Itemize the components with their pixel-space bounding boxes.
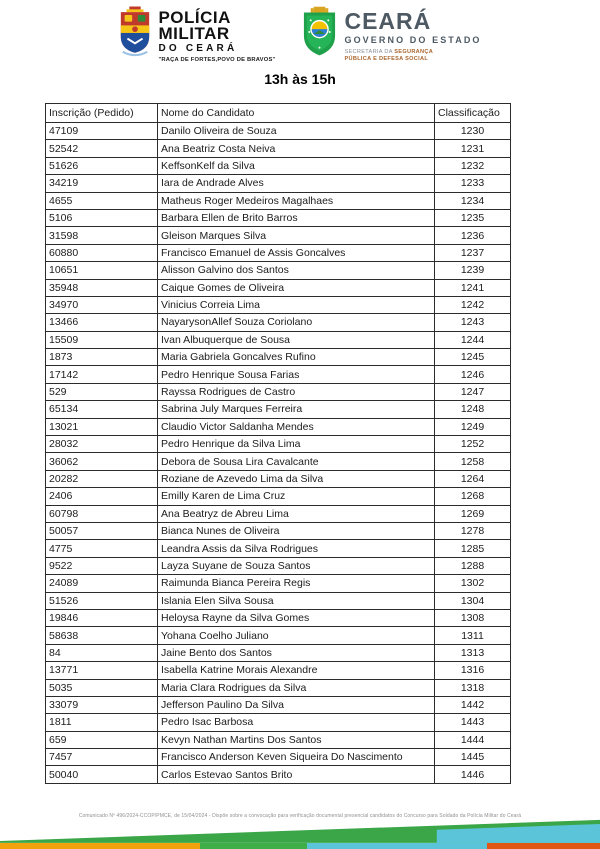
cell-nome: Iara de Andrade Alves xyxy=(158,175,435,192)
table-row xyxy=(46,383,511,400)
ceara-government-logo xyxy=(301,6,481,65)
cell-inscricao: 1873 xyxy=(46,349,158,366)
cell-nome: Caique Gomes de Oliveira xyxy=(158,279,435,296)
footer-decoration xyxy=(0,817,600,849)
cell-inscricao: 60880 xyxy=(46,244,158,261)
cell-classificacao: 1231 xyxy=(435,140,511,157)
cell-inscricao: 84 xyxy=(46,644,158,661)
cell-nome: KeffsonKelf da Silva xyxy=(158,157,435,174)
cell-inscricao: 52542 xyxy=(46,140,158,157)
cell-inscricao: 36062 xyxy=(46,453,158,470)
cell-classificacao: 1264 xyxy=(435,470,511,487)
cell-inscricao: 60798 xyxy=(46,505,158,522)
table-row xyxy=(46,766,511,783)
cell-nome: Ana Beatryz de Abreu Lima xyxy=(158,505,435,522)
strip-segment-teal xyxy=(307,843,487,849)
cell-nome: NayarysonAllef Souza Coriolano xyxy=(158,314,435,331)
cell-classificacao: 1246 xyxy=(435,366,511,383)
secretaria-line1-regular: SECRETARIA DA xyxy=(344,48,395,55)
cell-inscricao: 4655 xyxy=(46,192,158,209)
table-row xyxy=(46,540,511,557)
table-row xyxy=(46,557,511,574)
ceara-subtitle: GOVERNO DO ESTADO xyxy=(344,34,482,45)
cell-nome: Roziane de Azevedo Lima da Silva xyxy=(158,470,435,487)
cell-inscricao: 33079 xyxy=(46,696,158,713)
table-row xyxy=(46,244,511,261)
cell-classificacao: 1243 xyxy=(435,314,511,331)
cell-classificacao: 1311 xyxy=(435,627,511,644)
table-row xyxy=(46,418,511,435)
table-row xyxy=(46,575,511,592)
table-row xyxy=(46,331,511,348)
ceara-title: CEARÁ xyxy=(344,8,432,34)
pm-tagline: "RAÇA DE FORTES,POVO DE BRAVOS" xyxy=(158,57,276,64)
cell-classificacao: 1234 xyxy=(435,192,511,209)
cell-nome: Emilly Karen de Lima Cruz xyxy=(158,488,435,505)
table-row xyxy=(46,227,511,244)
column-header-classificacao: Classificação xyxy=(435,104,511,123)
cell-inscricao: 529 xyxy=(46,383,158,400)
table-row xyxy=(46,279,511,296)
secretaria-line1-bold: SEGURANÇA xyxy=(394,48,434,55)
cell-inscricao: 13021 xyxy=(46,418,158,435)
cell-nome: Layza Suyane de Souza Santos xyxy=(158,557,435,574)
strip-segment-orange xyxy=(0,843,200,849)
cell-classificacao: 1445 xyxy=(435,749,511,766)
cell-nome: Gleison Marques Silva xyxy=(158,227,435,244)
strip-segment-red xyxy=(487,843,600,849)
cell-nome: Pedro Henrique Sousa Farias xyxy=(158,366,435,383)
cell-nome: Isabella Katrine Morais Alexandre xyxy=(158,662,435,679)
cell-nome: Heloysa Rayne da Silva Gomes xyxy=(158,609,435,626)
cell-inscricao: 51526 xyxy=(46,592,158,609)
cell-inscricao: 659 xyxy=(46,731,158,748)
table-row xyxy=(46,609,511,626)
cell-classificacao: 1232 xyxy=(435,157,511,174)
cell-nome: Alisson Galvino dos Santos xyxy=(158,262,435,279)
table-row xyxy=(46,140,511,157)
cell-classificacao: 1239 xyxy=(435,262,511,279)
cell-nome: Pedro Henrique da Silva Lima xyxy=(158,436,435,453)
footer-note: Comunicado Nº 496/2024-CCOP/PMCE, de 15/04/2024 - Dispõe sobre a convocação para verificação documental presencial candidatos do Concurso para Soldado da Polícia Militar do Ceará xyxy=(78,813,522,819)
table-row xyxy=(46,662,511,679)
cell-nome: Bianca Nunes de Oliveira xyxy=(158,522,435,539)
cell-classificacao: 1244 xyxy=(435,331,511,348)
column-header-nome: Nome do Candidato xyxy=(158,104,435,123)
pm-ceara-logo xyxy=(118,6,275,63)
table-row xyxy=(46,123,511,140)
table-row xyxy=(46,522,511,539)
cell-nome: Ivan Albuquerque de Sousa xyxy=(158,331,435,348)
cell-nome: Jefferson Paulino Da Silva xyxy=(158,696,435,713)
table-row xyxy=(46,314,511,331)
pm-title-line3: DO CEARÁ xyxy=(158,43,238,55)
cell-nome: Debora de Sousa Lira Cavalcante xyxy=(158,453,435,470)
cell-nome: Claudio Victor Saldanha Mendes xyxy=(158,418,435,435)
cell-nome: Carlos Estevao Santos Brito xyxy=(158,766,435,783)
pm-crest-icon xyxy=(118,6,152,63)
cell-nome: Maria Clara Rodrigues da Silva xyxy=(158,679,435,696)
table-row xyxy=(46,262,511,279)
cell-classificacao: 1318 xyxy=(435,679,511,696)
color-strip xyxy=(0,843,600,849)
cell-inscricao: 35948 xyxy=(46,279,158,296)
cell-classificacao: 1288 xyxy=(435,557,511,574)
time-slot-heading: 13h às 15h xyxy=(264,71,336,87)
cell-inscricao: 5106 xyxy=(46,209,158,226)
table-row xyxy=(46,296,511,313)
cell-classificacao: 1285 xyxy=(435,540,511,557)
pm-title-line1: POLÍCIA xyxy=(158,8,231,27)
pm-logo-text xyxy=(158,6,275,63)
cell-nome: Francisco Emanuel de Assis Goncalves xyxy=(158,244,435,261)
cell-inscricao: 20282 xyxy=(46,470,158,487)
cell-nome: Francisco Anderson Keven Siqueira Do Nascimento xyxy=(158,749,435,766)
cell-nome: Leandra Assis da Silva Rodrigues xyxy=(158,540,435,557)
table-row xyxy=(46,470,511,487)
cell-nome: Vinicius Correia Lima xyxy=(158,296,435,313)
cell-classificacao: 1242 xyxy=(435,296,511,313)
cell-inscricao: 28032 xyxy=(46,436,158,453)
cell-inscricao: 13466 xyxy=(46,314,158,331)
cell-inscricao: 65134 xyxy=(46,401,158,418)
cell-classificacao: 1442 xyxy=(435,696,511,713)
cell-nome: Barbara Ellen de Brito Barros xyxy=(158,209,435,226)
cell-classificacao: 1268 xyxy=(435,488,511,505)
cell-nome: Maria Gabriela Goncalves Rufino xyxy=(158,349,435,366)
cell-nome: Matheus Roger Medeiros Magalhaes xyxy=(158,192,435,209)
cell-inscricao: 50040 xyxy=(46,766,158,783)
table-row xyxy=(46,366,511,383)
cell-inscricao: 19846 xyxy=(46,609,158,626)
table-row xyxy=(46,453,511,470)
header-logos xyxy=(0,6,600,65)
table-row xyxy=(46,696,511,713)
column-header-inscricao: Inscrição (Pedido) xyxy=(46,104,158,123)
cell-inscricao: 50057 xyxy=(46,522,158,539)
cell-classificacao: 1245 xyxy=(435,349,511,366)
table-row xyxy=(46,644,511,661)
table-row xyxy=(46,192,511,209)
cell-inscricao: 13771 xyxy=(46,662,158,679)
cell-classificacao: 1316 xyxy=(435,662,511,679)
table-row xyxy=(46,731,511,748)
cell-inscricao: 10651 xyxy=(46,262,158,279)
table-row xyxy=(46,175,511,192)
cell-classificacao: 1258 xyxy=(435,453,511,470)
cell-inscricao: 1811 xyxy=(46,714,158,731)
table-row xyxy=(46,505,511,522)
cell-inscricao: 47109 xyxy=(46,123,158,140)
cell-classificacao: 1446 xyxy=(435,766,511,783)
cell-classificacao: 1236 xyxy=(435,227,511,244)
cell-inscricao: 7457 xyxy=(46,749,158,766)
table-row xyxy=(46,627,511,644)
table-row xyxy=(46,749,511,766)
cell-nome: Yohana Coelho Juliano xyxy=(158,627,435,644)
cell-inscricao: 4775 xyxy=(46,540,158,557)
table-row xyxy=(46,157,511,174)
cell-classificacao: 1248 xyxy=(435,401,511,418)
table-row xyxy=(46,401,511,418)
table-row xyxy=(46,209,511,226)
secretaria-line2: PÚBLICA E DEFESA SOCIAL xyxy=(344,56,429,63)
ceara-logo-text xyxy=(344,6,481,63)
cell-classificacao: 1278 xyxy=(435,522,511,539)
cell-classificacao: 1237 xyxy=(435,244,511,261)
cell-classificacao: 1302 xyxy=(435,575,511,592)
cell-inscricao: 34970 xyxy=(46,296,158,313)
cell-nome: Sabrina July Marques Ferreira xyxy=(158,401,435,418)
cell-inscricao: 17142 xyxy=(46,366,158,383)
cell-nome: Jaine Bento dos Santos xyxy=(158,644,435,661)
cell-inscricao: 2406 xyxy=(46,488,158,505)
table-header-row xyxy=(46,104,511,123)
cell-inscricao: 15509 xyxy=(46,331,158,348)
cell-nome: Raimunda Bianca Pereira Regis xyxy=(158,575,435,592)
pm-title-line2: MILITAR xyxy=(158,23,230,43)
cell-classificacao: 1249 xyxy=(435,418,511,435)
cell-inscricao: 5035 xyxy=(46,679,158,696)
strip-segment-green xyxy=(200,843,307,849)
cell-classificacao: 1241 xyxy=(435,279,511,296)
candidates-table xyxy=(45,103,511,784)
cell-classificacao: 1247 xyxy=(435,383,511,400)
cell-inscricao: 9522 xyxy=(46,557,158,574)
cell-classificacao: 1233 xyxy=(435,175,511,192)
cell-classificacao: 1235 xyxy=(435,209,511,226)
table-row xyxy=(46,436,511,453)
cell-classificacao: 1308 xyxy=(435,609,511,626)
cell-nome: Rayssa Rodrigues de Castro xyxy=(158,383,435,400)
cell-classificacao: 1252 xyxy=(435,436,511,453)
table-row xyxy=(46,714,511,731)
cell-nome: Pedro Isac Barbosa xyxy=(158,714,435,731)
ceara-secretaria-text xyxy=(344,49,481,64)
cell-inscricao: 34219 xyxy=(46,175,158,192)
table-row xyxy=(46,679,511,696)
cell-inscricao: 51626 xyxy=(46,157,158,174)
table-row xyxy=(46,488,511,505)
cell-nome: Islania Elen Silva Sousa xyxy=(158,592,435,609)
cell-classificacao: 1269 xyxy=(435,505,511,522)
cell-classificacao: 1230 xyxy=(435,123,511,140)
cell-classificacao: 1304 xyxy=(435,592,511,609)
cell-nome: Ana Beatriz Costa Neiva xyxy=(158,140,435,157)
cell-nome: Kevyn Nathan Martins Dos Santos xyxy=(158,731,435,748)
cell-nome: Danilo Oliveira de Souza xyxy=(158,123,435,140)
table-body xyxy=(46,123,511,784)
cell-inscricao: 31598 xyxy=(46,227,158,244)
table-row xyxy=(46,349,511,366)
table-row xyxy=(46,592,511,609)
cell-classificacao: 1443 xyxy=(435,714,511,731)
cell-classificacao: 1313 xyxy=(435,644,511,661)
cell-inscricao: 24089 xyxy=(46,575,158,592)
ceara-shield-icon xyxy=(301,6,338,65)
cell-inscricao: 58638 xyxy=(46,627,158,644)
cell-classificacao: 1444 xyxy=(435,731,511,748)
